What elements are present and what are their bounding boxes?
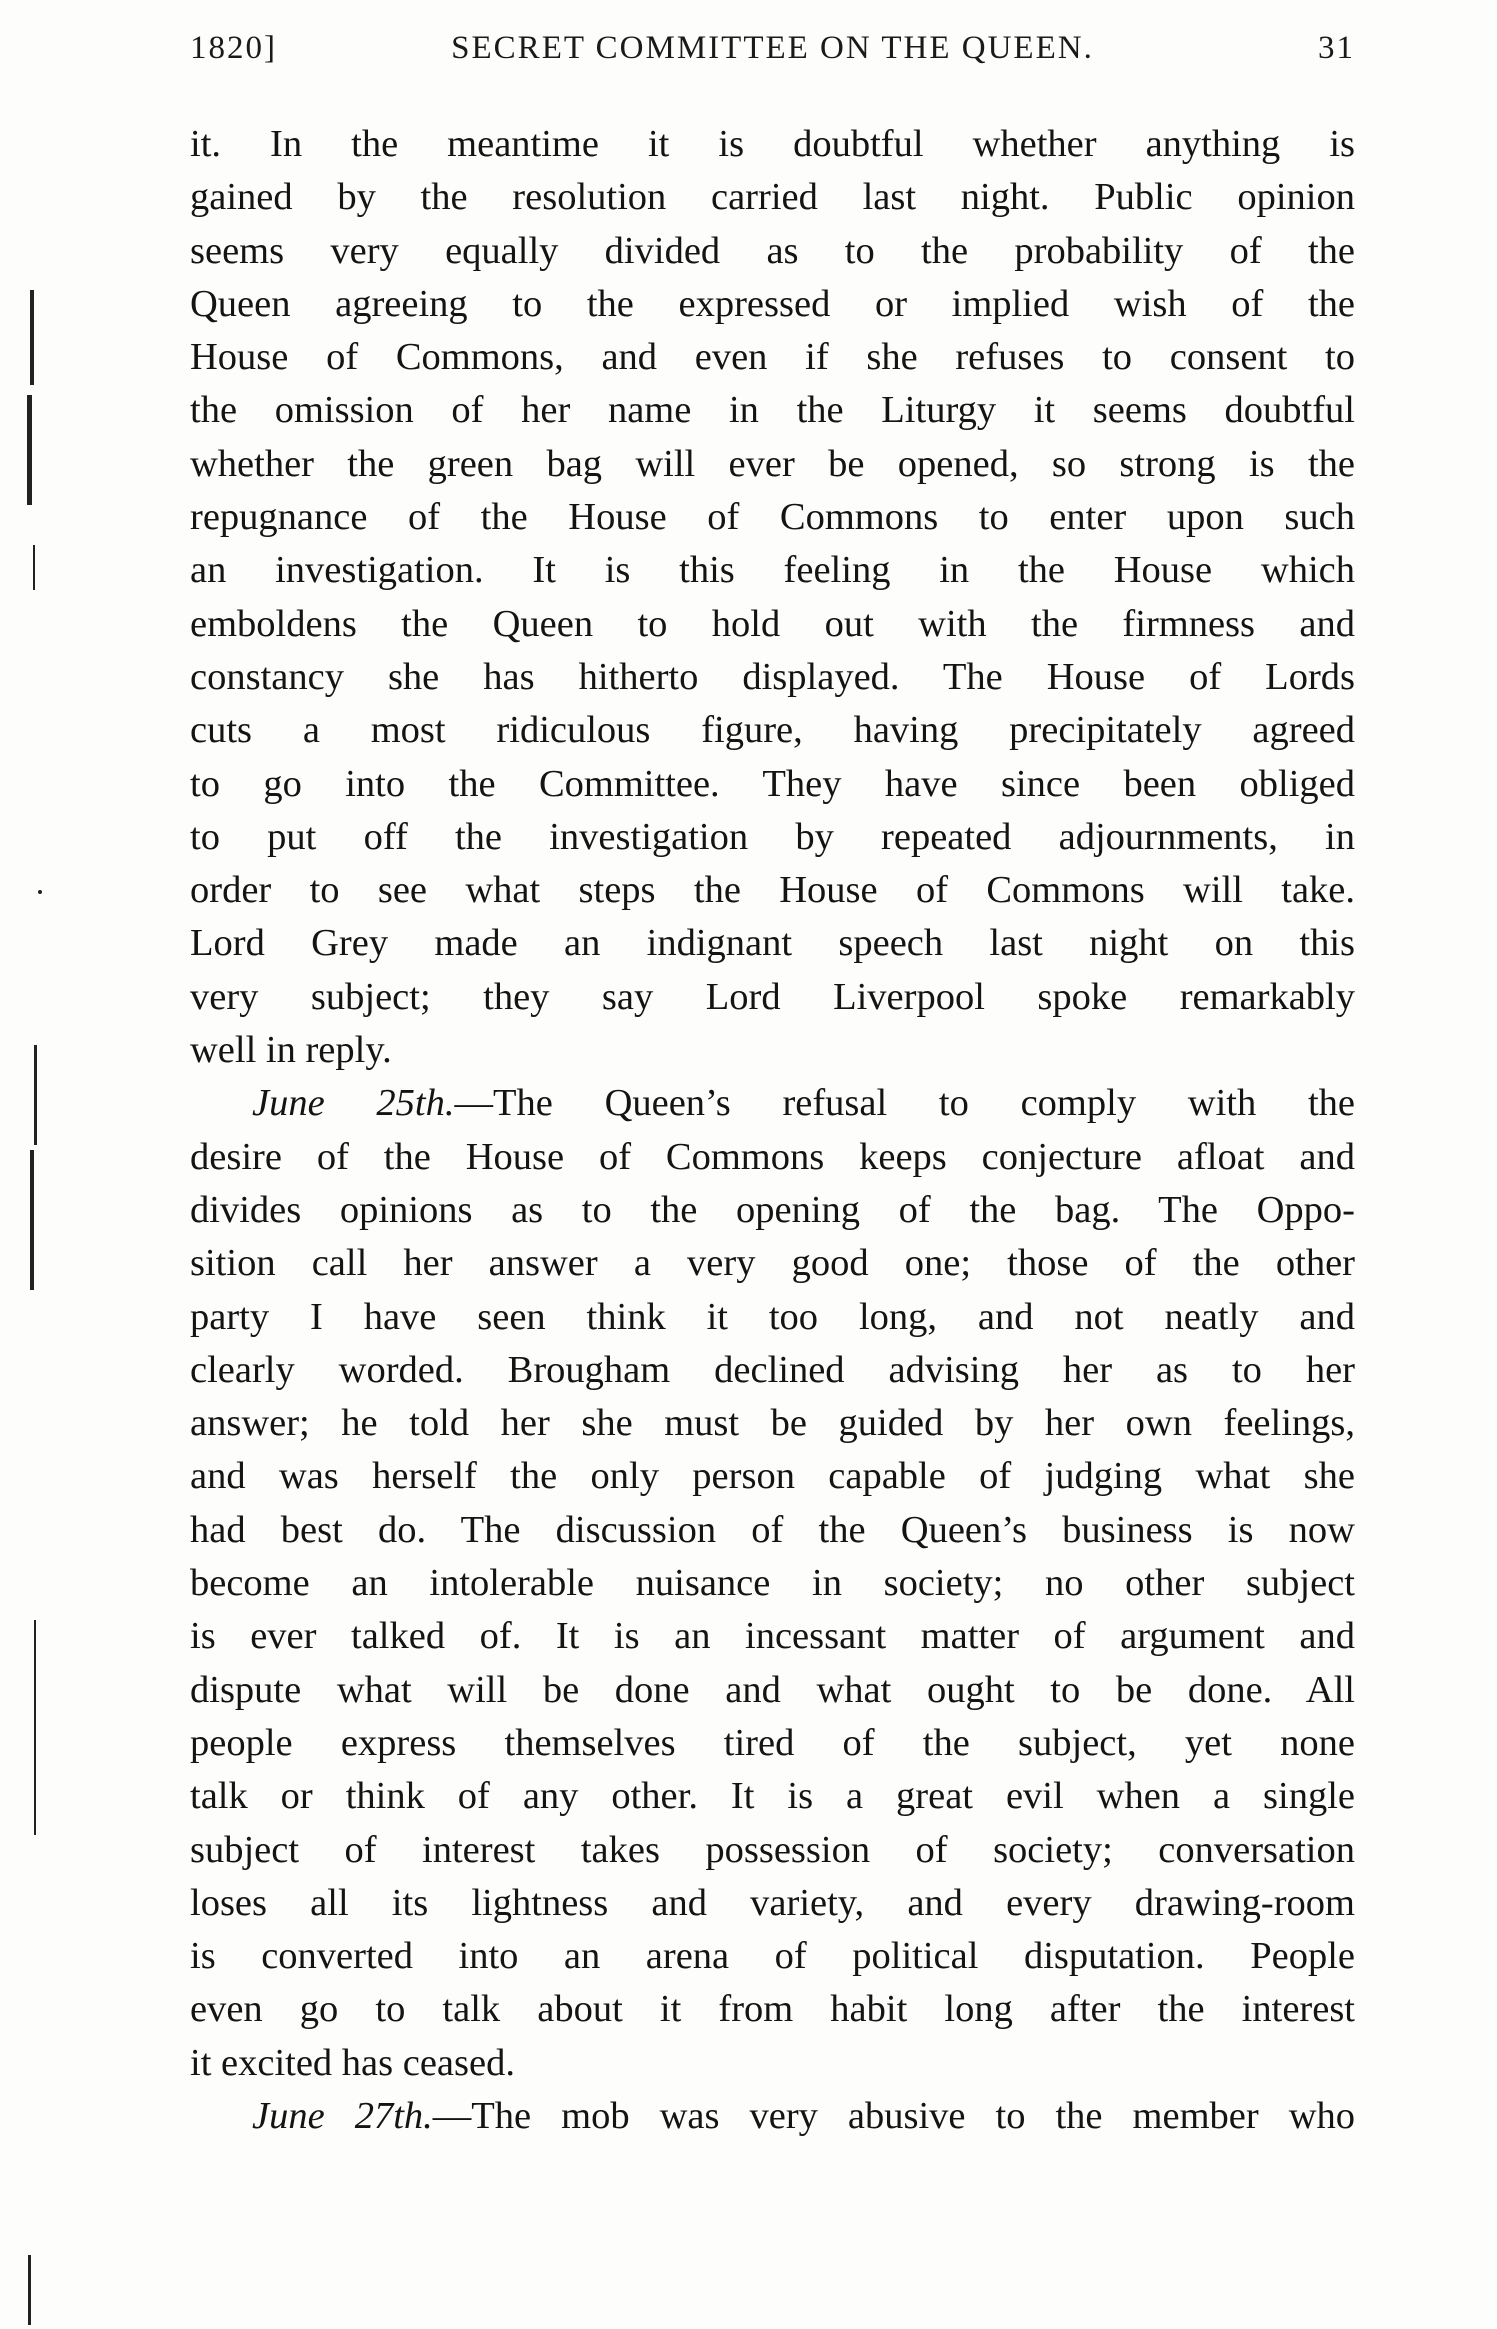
entry-date-june-25: June 25th. <box>252 1082 455 1125</box>
text-line: it. In the meantime it is doubtful whether anything is <box>190 123 1355 165</box>
text-line: order to see what steps the House of Commons will take. <box>190 869 1355 912</box>
text-line: is converted into an arena of political disputation. People <box>190 1935 1355 1978</box>
entry-june-25-first-line <box>190 1077 1355 1130</box>
text-line: well in reply. <box>190 1029 392 1072</box>
text-line: repugnance of the House of Commons to enter upon such <box>190 496 1355 539</box>
text-line: Lord Grey made an indignant speech last night on this <box>190 922 1355 965</box>
scan-margin-mark <box>27 395 32 505</box>
text-line: sition call her answer a very good one; those of the other <box>190 1242 1355 1285</box>
text-line: party I have seen think it too long, and not neatly and <box>190 1295 1355 1338</box>
text-line: seems very equally divided as to the probability of the <box>190 229 1355 272</box>
text-line: talk or think of any other. It is a great evil when a single <box>190 1775 1355 1818</box>
text-line: answer; he told her she must be guided by her own feelings, <box>190 1402 1355 1445</box>
text-line: subject of interest takes possession of society; conversation <box>190 1828 1355 1871</box>
text-line: the omission of her name in the Liturgy it seems doubtful <box>190 389 1355 432</box>
text-line: to put off the investigation by repeated adjournments, in <box>190 815 1355 858</box>
text-line: is ever talked of. It is an incessant matter of argument and <box>190 1615 1355 1658</box>
scan-margin-mark <box>34 1045 37 1145</box>
text-line: divides opinions as to the opening of the bag. The Oppo- <box>190 1188 1355 1231</box>
entry-date-june-27: June 27th. <box>252 2094 433 2137</box>
running-head-title: SECRET COMMITTEE ON THE QUEEN. <box>451 30 1094 66</box>
text-line: House of Commons, and even if she refuses to consent to <box>190 336 1355 379</box>
text-line: and was herself the only person capable of judging what she <box>190 1455 1355 1498</box>
text-line: to go into the Committee. They have since been obliged <box>190 762 1355 805</box>
text-line: whether the green bag will ever be opened, so strong is the <box>190 442 1355 485</box>
text-line: an investigation. It is this feeling in the House which <box>190 549 1355 592</box>
text-line: dispute what will be done and what ought to be done. All <box>190 1668 1355 1711</box>
running-head-year: 1820] <box>190 30 277 66</box>
text-line: become an intolerable nuisance in society; no other subject <box>190 1562 1355 1605</box>
page-number: 31 <box>1318 30 1355 66</box>
scan-margin-mark <box>34 1620 36 1835</box>
text-line: people express themselves tired of the subject, yet none <box>190 1721 1355 1764</box>
entry-text: —The mob was very abusive to the member who <box>432 2094 1355 2137</box>
entry-text: —The Queen’s refusal to comply with the <box>454 1082 1356 1125</box>
text-line: constancy she has hitherto displayed. The House of Lords <box>190 655 1355 698</box>
body-text <box>190 118 1355 2143</box>
text-line: clearly worded. Brougham declined advising her as to her <box>190 1348 1355 1391</box>
text-line: it excited has ceased. <box>190 2041 515 2084</box>
running-head <box>190 30 1355 80</box>
scan-margin-mark <box>30 1150 34 1290</box>
scan-margin-mark <box>30 290 34 385</box>
text-line: loses all its lightness and variety, and every drawing-room <box>190 1881 1355 1924</box>
text-line: desire of the House of Commons keeps conjecture afloat and <box>190 1135 1355 1178</box>
text-line: gained by the resolution carried last night. Public opinion <box>190 176 1355 219</box>
text-line: had best do. The discussion of the Queen’s business is now <box>190 1508 1355 1551</box>
scan-margin-mark <box>33 545 35 590</box>
entry-june-27-first-line <box>190 2090 1355 2143</box>
scan-margin-mark <box>28 2255 31 2325</box>
text-line: Queen agreeing to the expressed or implied wish of the <box>190 282 1355 325</box>
scan-margin-dot <box>38 890 42 894</box>
text-line: emboldens the Queen to hold out with the firmness and <box>190 602 1355 645</box>
text-line: cuts a most ridiculous figure, having precipitately agreed <box>190 709 1355 752</box>
text-line: very subject; they say Lord Liverpool spoke remarkably <box>190 975 1355 1018</box>
text-line: even go to talk about it from habit long after the interest <box>190 1988 1355 2031</box>
